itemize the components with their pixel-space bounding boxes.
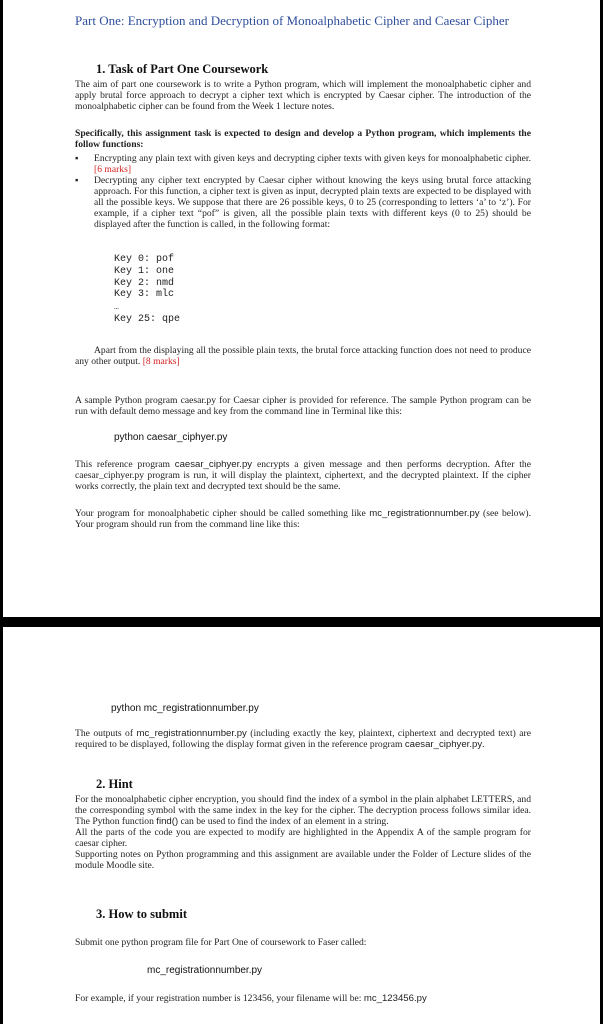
hint-paragraph-3: Supporting notes on Python programming and this assignment are available under the Folder of Lecture slides of the module Moodle site. xyxy=(75,849,531,871)
bullet2-text: Decrypting any cipher text encrypted by Caesar cipher without knowing the keys using brutal force attacking approach. For this function, a cipher text is given as input, decrypted plain texts are expected to be displayed with all the possible keys. We suppose that there are 26 possible keys, 0 to 25 (corresponding to letters ‘a’ to ‘z’). For example, if a cipher text “pof” is given, all the possible plain texts with different keys (0 to 25) should be displayed after the function is called, in the following format: xyxy=(94,175,531,230)
specific-paragraph: Specifically, this assignment task is expected to design and develop a Python program, which implements the follow functions: xyxy=(75,128,531,150)
outputs-filename: mc_registrationnumber.py xyxy=(136,728,247,739)
hint-heading: 2. Hint xyxy=(96,777,133,791)
command-caesar: python caesar_ciphyer.py xyxy=(114,432,228,443)
hint-paragraph xyxy=(75,794,531,827)
submit-heading: 3. How to submit xyxy=(96,907,187,921)
reference-paragraph xyxy=(75,459,531,492)
list-item xyxy=(75,175,531,230)
example-filename: mc_123456.py xyxy=(363,993,427,1004)
submit-filename: mc_registrationnumber.py xyxy=(147,965,263,976)
yours-paragraph xyxy=(75,508,531,530)
key-ellipsis: … xyxy=(114,303,119,313)
outputs-text-2: (including exactly the key, plaintext, ciphertext and decrypted text) are required to be displayed, following the display format given in the reference program xyxy=(75,728,531,750)
submit-paragraph: Submit one python program file for Part One of coursework to Faser called: xyxy=(75,937,367,948)
outputs-text-3: . xyxy=(482,739,485,750)
page-title: Part One: Encryption and Decryption of Monoalphabetic Cipher and Caesar Cipher xyxy=(75,13,509,28)
task-intro: The aim of part one coursework is to write a Python program, which will implement the monoalphabetic cipher and apply brutal force approach to decrypt a cipher text which is encrypted by Caesar cipher. The introduction of the monoalphabetic cipher can be found from the Week 1 lecture notes. xyxy=(75,79,531,112)
document-page-1 xyxy=(3,0,600,617)
task-heading: 1. Task of Part One Coursework xyxy=(96,62,269,76)
reference-text-2: encrypts a given message and then performs decryption. After the caesar_ciphyer.py program is run, it will display the plaintext, ciphertext, and the decrypted plaintext. If the cipher works correctly, the plain text and decrypted text should be the same. xyxy=(75,459,531,492)
example-paragraph xyxy=(75,993,531,1004)
bullet-icon: ▪ xyxy=(75,175,79,186)
hint-function: find() xyxy=(156,816,179,827)
apart-text: Apart from the displaying all the possible plain texts, the brutal force attacking function does not need to produce any other output. xyxy=(75,345,531,367)
yours-text: Your program for monoalphabetic cipher should be called something like xyxy=(75,508,370,519)
reference-text: This reference program xyxy=(75,459,175,470)
key-line: Key 1: one xyxy=(114,265,175,277)
key-line: Key 0: pof xyxy=(114,254,175,265)
function-list xyxy=(75,153,531,230)
reference-filename: caesar_ciphyer.py xyxy=(174,459,253,470)
yours-text-2: (see below). Your program should run from the command line like this: xyxy=(75,508,531,530)
key-line: Key 2: nmd xyxy=(114,277,175,289)
outputs-paragraph xyxy=(75,728,531,750)
key-output-example xyxy=(114,254,180,326)
bullet1-text: Encrypting any plain text with given keys and decrypting cipher texts with given keys for monoalphabetic cipher. xyxy=(94,153,531,164)
sample-paragraph: A sample Python program caesar.py for Caesar cipher is provided for reference. The sample Python program can be run with default demo message and key from the command line in Terminal like this: xyxy=(75,395,531,417)
bullet-icon: ▪ xyxy=(75,153,79,164)
yours-filename: mc_registrationnumber.py xyxy=(369,508,480,519)
hint-text: For the monoalphabetic cipher encryption, you should find the index of a symbol in the plain alphabet LETTERS, and the corresponding symbol with the same index in the key for the cipher. The decryption process follows similar idea. The Python function xyxy=(75,794,531,827)
command-mc: python mc_registrationnumber.py xyxy=(111,703,259,714)
apart-marks: [8 marks] xyxy=(142,356,180,367)
hint-body xyxy=(75,794,531,871)
list-item xyxy=(75,153,531,175)
example-text: For example, if your registration number is 123456, your filename will be: xyxy=(75,993,364,1004)
hint-text-2: can be used to find the index of an element in a string. xyxy=(178,816,389,827)
document-page-2 xyxy=(3,627,600,1024)
key-line-last: Key 25: qpe xyxy=(114,314,181,326)
hint-paragraph-2: All the parts of the code you are expected to modify are highlighted in the Appendix A of the sample program for caesar cipher. xyxy=(75,827,531,849)
outputs-filename-2: caesar_ciphyer.py xyxy=(404,739,483,750)
key-line: Key 3: mlc xyxy=(114,289,175,301)
bullet1-marks: [6 marks] xyxy=(94,164,132,175)
outputs-text: The outputs of xyxy=(75,728,137,739)
apart-paragraph xyxy=(75,345,531,367)
